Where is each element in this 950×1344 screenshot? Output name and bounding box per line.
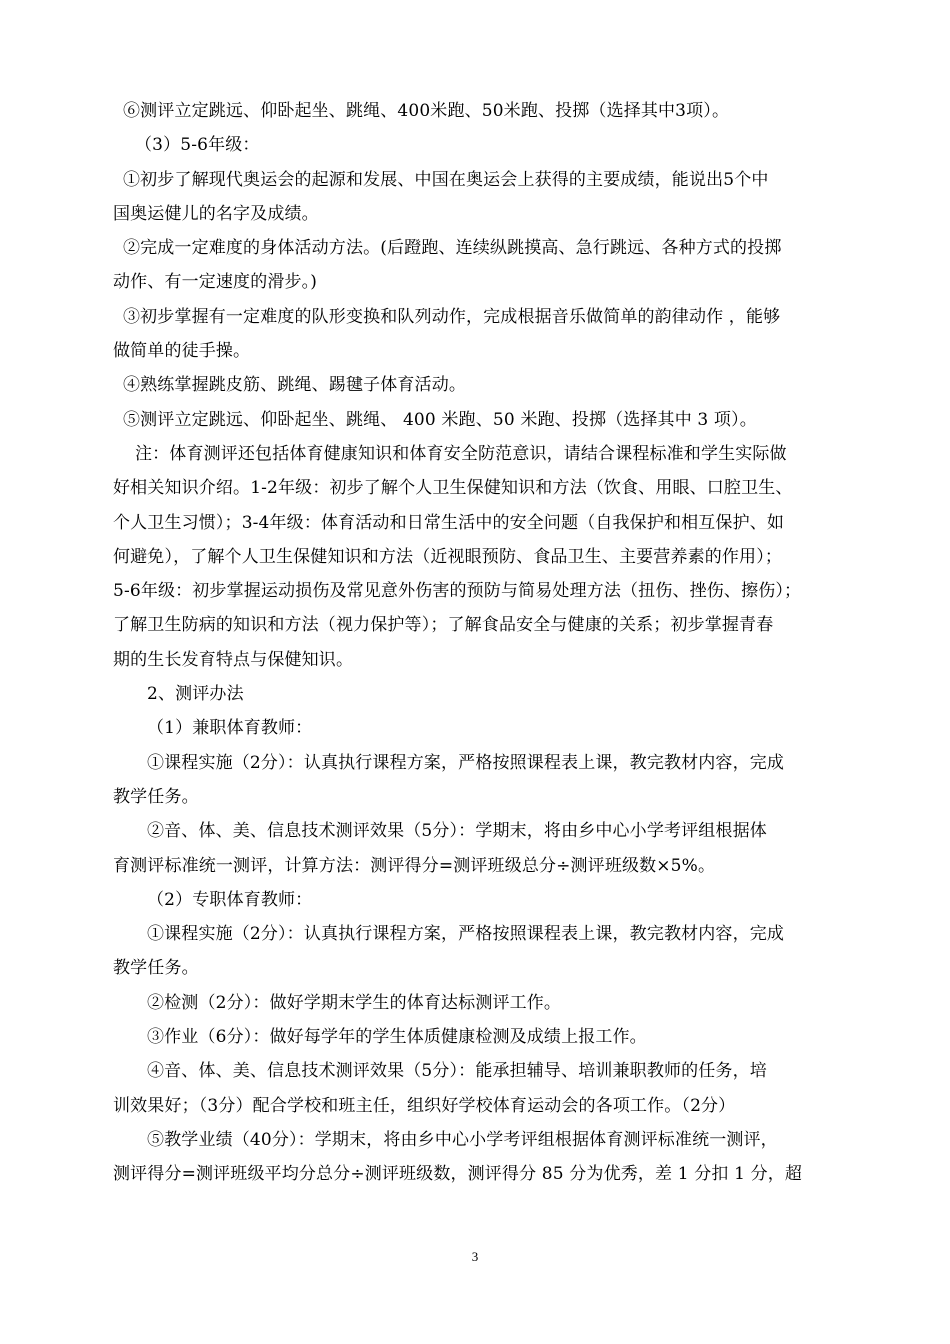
text-line: 何避免），了解个人卫生保健知识和方法（近视眼预防、食品卫生、主要营养素的作用）； xyxy=(113,546,782,567)
text-line: 5-6年级：初步掌握运动损伤及常见意外伤害的预防与简易处理方法（扭伤、挫伤、擦伤）； xyxy=(113,581,802,602)
body-text xyxy=(113,94,861,1192)
text-line: 训效果好；（3分）配合学校和班主任，组织好学校体育运动会的各项工作。（2分） xyxy=(113,1095,736,1116)
text-line: 期的生长发育特点与保健知识。 xyxy=(113,649,354,670)
text-line: ④熟练掌握跳皮筋、跳绳、踢毽子体育活动。 xyxy=(123,375,466,396)
text-line: 育测评标准统一测评，计算方法：测评得分=测评班级总分÷测评班级数×5%。 xyxy=(113,855,716,876)
text-line: ①课程实施（2分）：认真执行课程方案，严格按照课程表上课，教完教材内容，完成 xyxy=(147,752,785,773)
text-line: ①初步了解现代奥运会的起源和发展、中国在奥运会上获得的主要成绩，能说出5个中 xyxy=(123,169,769,190)
text-line: 国奥运健儿的名字及成绩。 xyxy=(113,203,319,224)
text-line: 做简单的徒手操。 xyxy=(113,341,251,362)
text-line: 教学任务。 xyxy=(113,958,199,979)
text-line: ②完成一定难度的身体活动方法。(后蹬跑、连续纵跳摸高、急行跳远、各种方式的投掷 xyxy=(123,238,782,259)
text-line: ①课程实施（2分）：认真执行课程方案，严格按照课程表上课，教完教材内容，完成 xyxy=(147,924,785,945)
section-heading: 2、测评办法 xyxy=(147,684,244,705)
text-line: 好相关知识介绍。1-2年级：初步了解个人卫生保健知识和方法（饮食、用眼、口腔卫生、 xyxy=(113,478,793,499)
text-line: （3）5-6年级： xyxy=(135,135,260,156)
text-line: ③初步掌握有一定难度的队形变换和队列动作，完成根据音乐做简单的韵律动作 ，能够 xyxy=(123,306,781,327)
text-line: ⑥测评立定跳远、仰卧起坐、跳绳、400米跑、50米跑、投掷（选择其中3项）。 xyxy=(123,101,730,121)
text-line: ④音、体、美、信息技术测评效果（5分）：能承担辅导、培训兼职教师的任务，培 xyxy=(147,1061,767,1082)
text-line: 注：体育测评还包括体育健康知识和体育安全防范意识，请结合课程标准和学生实际做 xyxy=(135,443,787,464)
subsection-heading: （1）兼职体育教师： xyxy=(147,718,313,739)
text-line: ②检测（2分）：做好学期末学生的体育达标测评工作。 xyxy=(147,992,562,1013)
text-line: ③作业（6分）：做好每学年的学生体质健康检测及成绩上报工作。 xyxy=(147,1027,647,1048)
text-line: ⑤教学业绩（40分）：学期末，将由乡中心小学考评组根据体育测评标准统一测评， xyxy=(147,1129,778,1150)
subsection-heading: （2）专职体育教师： xyxy=(147,889,313,910)
text-line: ②音、体、美、信息技术测评效果（5分）：学期末，将由乡中心小学考评组根据体 xyxy=(147,821,767,842)
text-line: 了解卫生防病的知识和方法（视力保护等）；了解食品安全与健康的关系；初步掌握青春 xyxy=(113,615,774,636)
text-line: 测评得分=测评班级平均分总分÷测评班级数，测评得分 85 分为优秀，差 1 分扣 1 分，超 xyxy=(113,1164,803,1185)
text-line: ⑤测评立定跳远、仰卧起坐、跳绳、 400 米跑、50 米跑、投掷（选择其中 3 项）。 xyxy=(123,409,757,430)
text-line: 动作、有一定速度的滑步。) xyxy=(113,272,318,293)
text-line: 教学任务。 xyxy=(113,786,199,807)
text-line: 个人卫生习惯）；3-4年级：体育活动和日常生活中的安全问题（自我保护和相互保护、如 xyxy=(113,512,785,533)
page-number: 3 xyxy=(471,1249,479,1264)
